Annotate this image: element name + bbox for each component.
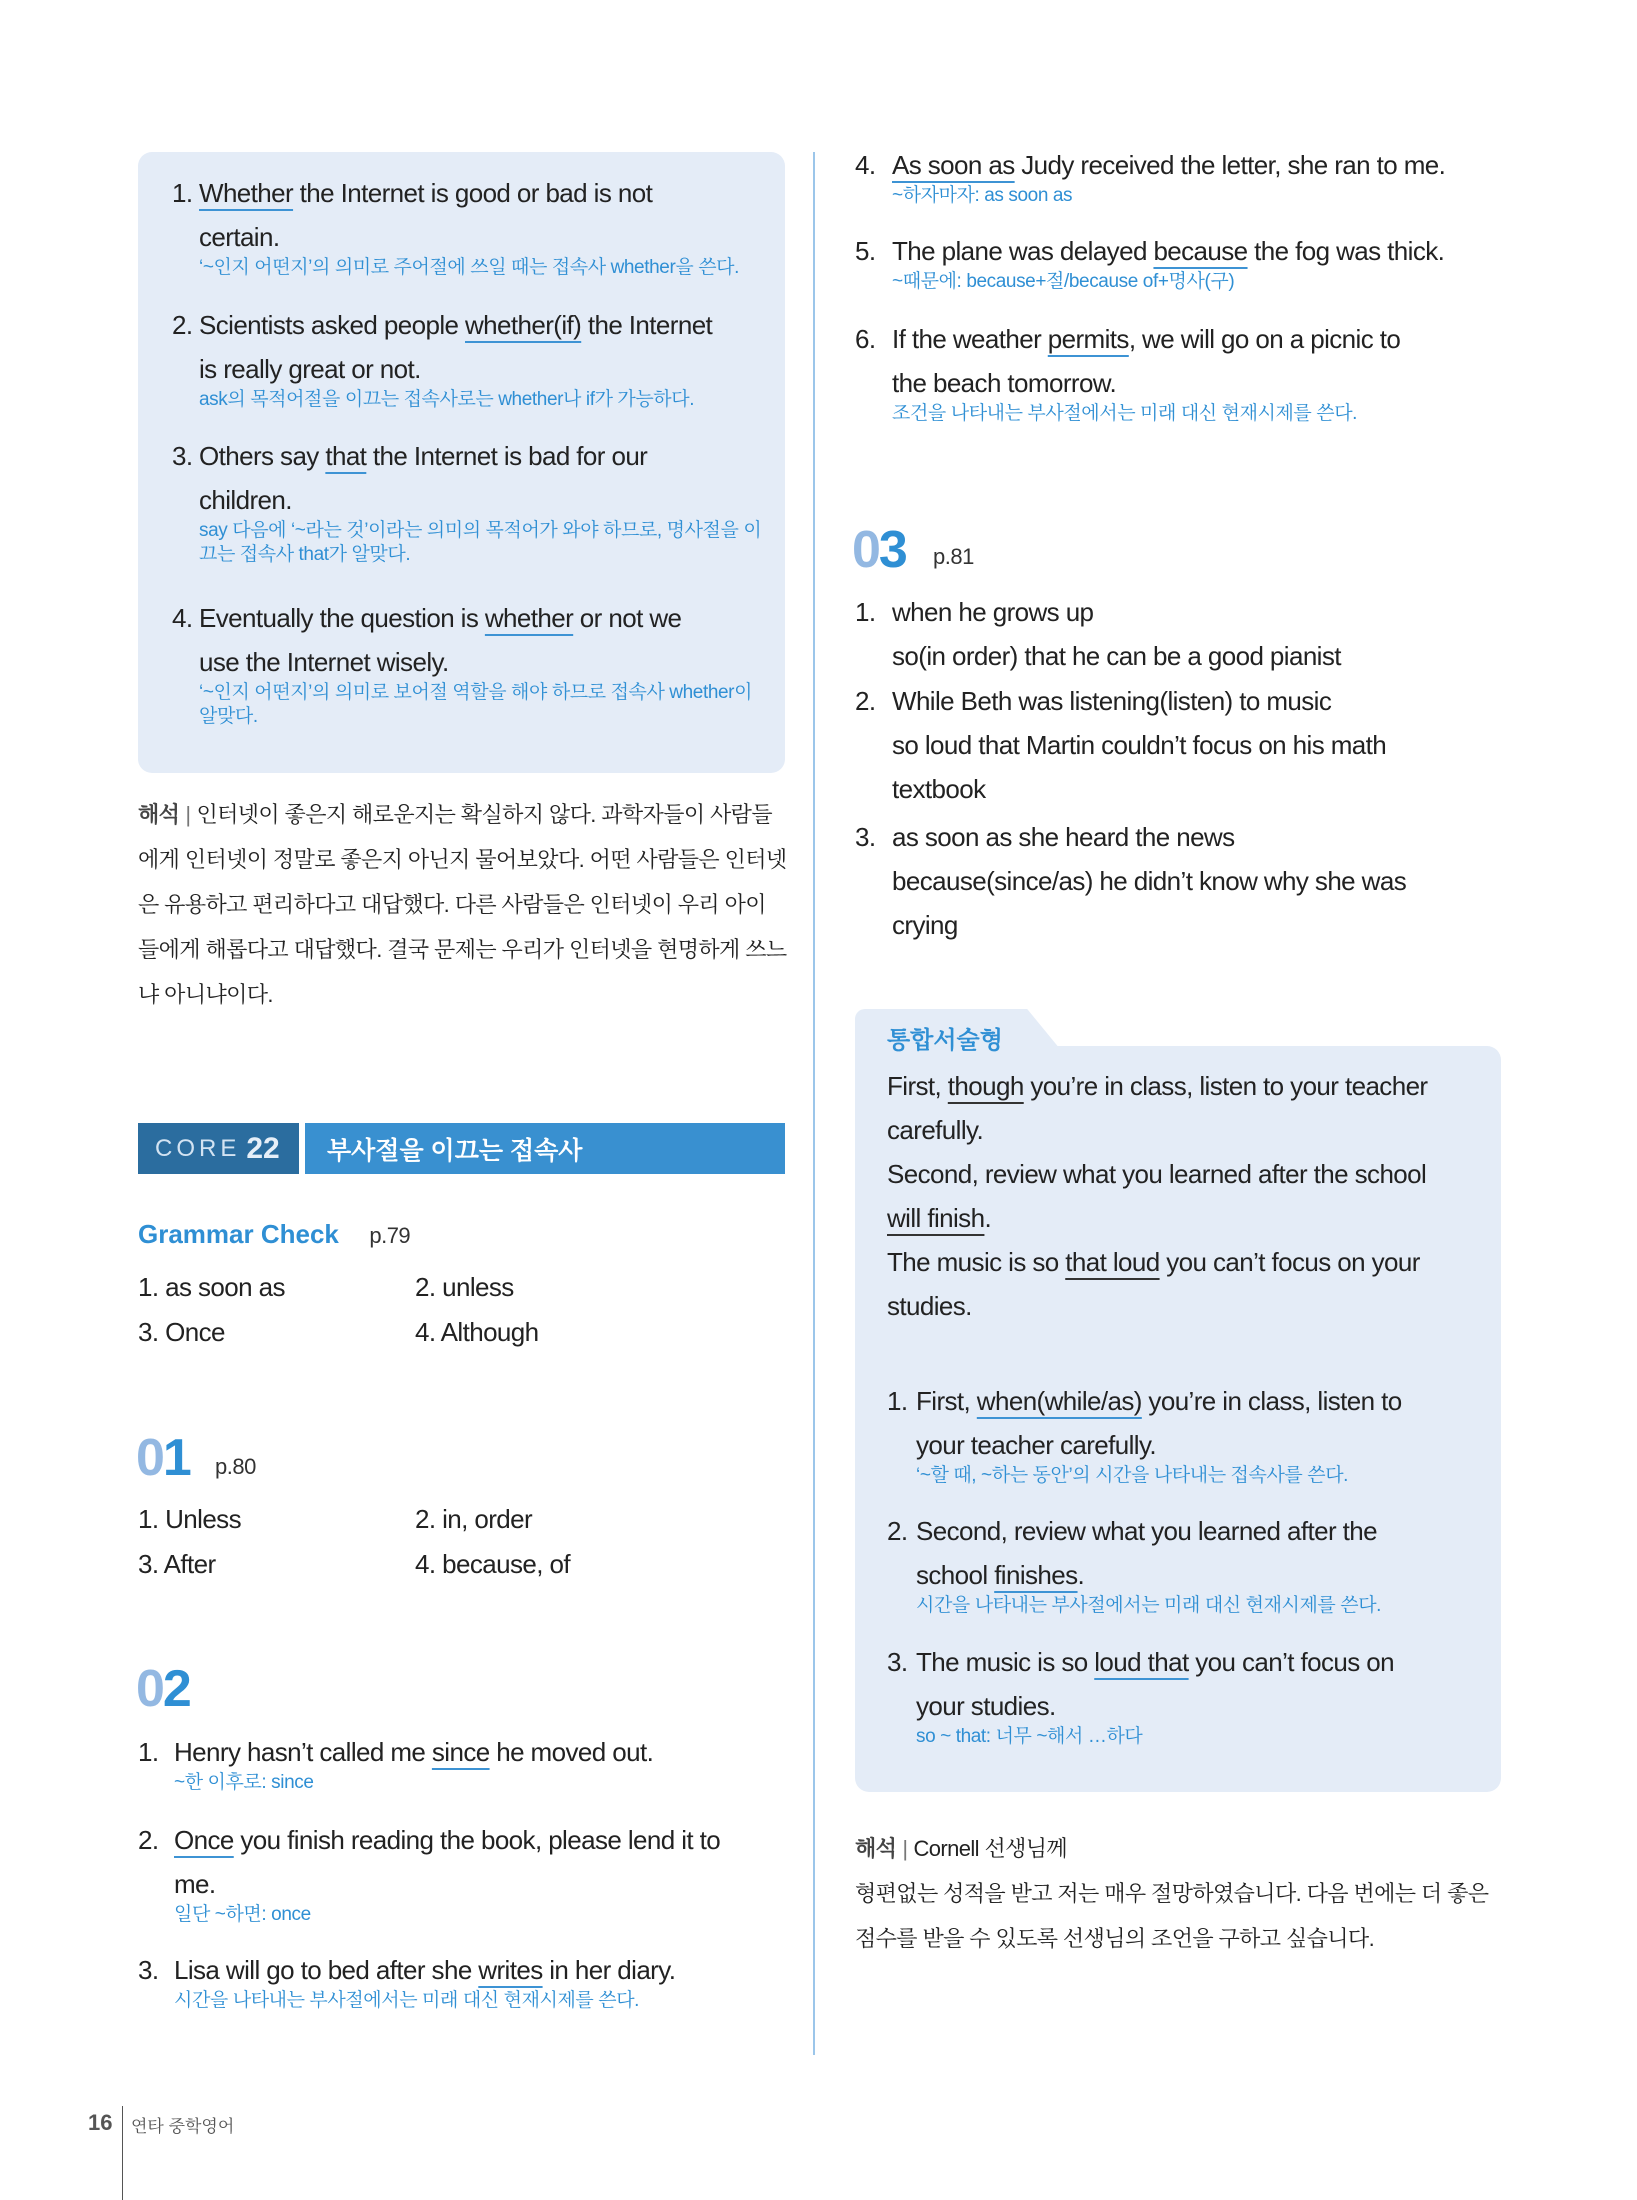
underlined-answer: though bbox=[947, 1071, 1024, 1101]
text-segment: your studies. bbox=[916, 1691, 1056, 1721]
column-divider bbox=[813, 152, 815, 2055]
answer: 1. Unless bbox=[138, 1504, 241, 1534]
explanation-note: 조건을 나타내는 부사절에서는 미래 대신 현재시제를 쓴다. bbox=[892, 403, 1358, 424]
text-segment: you’re in class, listen to bbox=[1141, 1386, 1402, 1416]
item-body bbox=[174, 1948, 675, 2016]
text-segment: school bbox=[916, 1560, 995, 1590]
underlined-answer: permits bbox=[1047, 324, 1129, 354]
text-segment: the Internet bbox=[581, 310, 713, 340]
translation-line: 에게 인터넷이 정말로 좋은지 아닌지 물어보았다. 어떤 사람들은 인터넷 bbox=[138, 847, 787, 872]
item-number: 3. bbox=[887, 1647, 908, 1677]
item-number: 4. bbox=[172, 603, 193, 633]
item-number: 1. bbox=[887, 1386, 908, 1416]
item-number: 5. bbox=[855, 236, 876, 266]
translation-line: 냐 아니냐이다. bbox=[138, 982, 273, 1007]
item-number: 2. bbox=[855, 686, 876, 716]
text-segment: Judy received the letter, she ran to me. bbox=[1014, 150, 1446, 180]
translation-line: 점수를 받을 수 있도록 선생님의 조언을 구하고 싶습니다. bbox=[855, 1926, 1375, 1951]
answer: 4. Although bbox=[415, 1317, 539, 1347]
text-segment: the Internet is bad for our bbox=[366, 441, 648, 471]
sentence-line bbox=[174, 1818, 720, 1862]
item-body bbox=[892, 590, 1341, 678]
explanation-note: 시간을 나타내는 부사절에서는 미래 대신 현재시제를 쓴다. bbox=[174, 1990, 640, 2011]
integrated-title: 통합서술형 bbox=[887, 1027, 1003, 1054]
item-body bbox=[916, 1379, 1402, 1491]
list-item bbox=[138, 1818, 720, 1930]
answer: 1. as soon as bbox=[138, 1272, 285, 1302]
explanation-note: 끄는 접속사 that가 알맞다. bbox=[199, 544, 411, 565]
grammar-check-heading bbox=[138, 1219, 410, 1250]
explanation-note: ‘~할 때, ~하는 동안’의 시간을 나타내는 접속사를 쓴다. bbox=[916, 1465, 1349, 1486]
digit: 0 bbox=[136, 1660, 163, 1718]
text-segment: textbook bbox=[892, 774, 986, 804]
answer: 2. in, order bbox=[415, 1504, 533, 1534]
item-number: 4. bbox=[855, 150, 876, 180]
text-segment: as soon as she heard the news bbox=[892, 822, 1235, 852]
sentence-line bbox=[892, 903, 1406, 947]
text-segment: First, bbox=[887, 1071, 948, 1101]
item-body bbox=[199, 434, 761, 570]
separator: | bbox=[185, 802, 191, 827]
text-segment: or not we bbox=[573, 603, 682, 633]
underlined-answer: since bbox=[431, 1737, 490, 1767]
sentence-line bbox=[887, 1240, 1428, 1284]
item-body bbox=[916, 1509, 1381, 1621]
text-segment: you finish reading the book, please lend it to bbox=[233, 1825, 721, 1855]
sentence-line bbox=[916, 1640, 1394, 1684]
translation-line: 은 유용하고 편리하다고 대답했다. 다른 사람들은 인터넷이 우리 아이 bbox=[138, 892, 766, 917]
text-segment: the fog was thick. bbox=[1247, 236, 1445, 266]
translation-line: 들에게 해롭다고 대답했다. 결국 문제는 우리가 인터넷을 현명하게 쓰느 bbox=[138, 937, 787, 962]
sentence-line bbox=[892, 815, 1406, 859]
core-number: 22 bbox=[246, 1131, 280, 1165]
text-segment: you can’t focus on bbox=[1188, 1647, 1394, 1677]
list-item bbox=[887, 1640, 1394, 1752]
text-segment: so(in order) that he can be a good pianist bbox=[892, 641, 1341, 671]
list-item bbox=[138, 1948, 675, 2016]
text-segment: you can’t focus on your bbox=[1159, 1247, 1420, 1277]
text-segment: certain. bbox=[199, 222, 280, 252]
sentence-line bbox=[892, 767, 1386, 811]
list-item bbox=[855, 317, 1400, 429]
sentence-line bbox=[887, 1108, 1428, 1152]
text-segment: Henry hasn’t called me bbox=[174, 1737, 432, 1767]
item-body bbox=[199, 596, 752, 732]
book-title: 연타 중학영어 bbox=[131, 2117, 235, 2136]
list-item bbox=[887, 1064, 1428, 1328]
list-item bbox=[887, 1509, 1381, 1621]
separator: | bbox=[902, 1836, 908, 1861]
list-item bbox=[172, 303, 712, 415]
text-segment: Second, review what you learned after the bbox=[916, 1516, 1378, 1546]
text-segment: While Beth was listening(listen) to music bbox=[892, 686, 1332, 716]
text-segment: Scientists asked people bbox=[199, 310, 465, 340]
explanation-note: 일단 ~하면: once bbox=[174, 1904, 311, 1925]
text-segment: The music is so bbox=[887, 1247, 1066, 1277]
sentence-line bbox=[892, 317, 1400, 361]
explanation-note: ‘~인지 어떤지’의 의미로 보어절 역할을 해야 하므로 접속사 whether이 bbox=[199, 682, 753, 703]
underlined-answer: when(while/as) bbox=[976, 1386, 1142, 1416]
translation-text: Cornell 선생님께 bbox=[913, 1836, 1068, 1861]
text-segment: is really great or not. bbox=[199, 354, 421, 384]
text-segment: The plane was delayed bbox=[892, 236, 1154, 266]
text-segment: . bbox=[1077, 1560, 1085, 1590]
text-segment: Lisa will go to bed after she bbox=[174, 1955, 479, 1985]
answer: 3. Once bbox=[138, 1317, 225, 1347]
text-segment: your teacher carefully. bbox=[916, 1430, 1157, 1460]
sentence-line bbox=[887, 1064, 1428, 1108]
explanation-note: ‘~인지 어떤지’의 의미로 주어절에 쓰일 때는 접속사 whether을 쓴다. bbox=[199, 257, 739, 278]
text-segment: crying bbox=[892, 910, 958, 940]
item-body bbox=[892, 229, 1444, 297]
list-item bbox=[138, 1730, 653, 1798]
text-segment: children. bbox=[199, 485, 292, 515]
underlined-answer: whether(if) bbox=[465, 310, 582, 340]
underlined-answer: writes bbox=[478, 1955, 543, 1985]
underlined-answer: loud that bbox=[1094, 1647, 1189, 1677]
underlined-answer: that loud bbox=[1065, 1247, 1160, 1277]
text-segment: you’re in class, listen to your teacher bbox=[1023, 1071, 1428, 1101]
item-body bbox=[199, 171, 739, 283]
explanation-note: ~하자마자: as soon as bbox=[892, 185, 1073, 206]
underlined-answer: Once bbox=[174, 1825, 234, 1855]
item-body bbox=[892, 815, 1406, 947]
text-segment: so loud that Martin couldn’t focus on his math bbox=[892, 730, 1387, 760]
list-item bbox=[172, 434, 761, 570]
page-reference: p.80 bbox=[215, 1454, 256, 1479]
text-segment: carefully. bbox=[887, 1115, 984, 1145]
item-body bbox=[174, 1818, 720, 1930]
answer: 3. After bbox=[138, 1549, 216, 1579]
core-title: 부사절을 이끄는 접속사 bbox=[327, 1136, 583, 1165]
underlined-answer: Whether bbox=[199, 178, 294, 208]
text-segment: use the Internet wisely. bbox=[199, 647, 449, 677]
sentence-line bbox=[916, 1509, 1381, 1553]
text-segment: when he grows up bbox=[892, 597, 1094, 627]
translation-left bbox=[138, 792, 787, 1017]
sentence-line bbox=[887, 1196, 1428, 1240]
sentence-line bbox=[916, 1379, 1402, 1423]
text-segment: because(since/as) he didn’t know why she was bbox=[892, 866, 1407, 896]
item-number: 3. bbox=[172, 441, 193, 471]
sentence-line bbox=[199, 434, 761, 478]
item-body bbox=[887, 1064, 1428, 1328]
text-segment: . bbox=[984, 1203, 992, 1233]
core-label: CORE bbox=[155, 1134, 241, 1162]
translation-label: 해석 bbox=[138, 802, 180, 827]
translation-text: 인터넷이 좋은지 해로운지는 확실하지 않다. 과학자들이 사람들 bbox=[196, 802, 772, 827]
text-segment: Others say bbox=[199, 441, 326, 471]
item-number: 2. bbox=[172, 310, 193, 340]
digit: 0 bbox=[136, 1429, 163, 1487]
sentence-line bbox=[892, 634, 1341, 678]
list-item bbox=[172, 171, 739, 283]
list-item bbox=[887, 1379, 1402, 1491]
item-number: 2. bbox=[138, 1825, 159, 1855]
explanation-note: say 다음에 ‘~라는 것’이라는 의미의 목적어가 와야 하므로, 명사절을 이 bbox=[199, 520, 762, 541]
item-body bbox=[916, 1640, 1394, 1752]
exercise-number-03 bbox=[852, 521, 906, 579]
answer: 2. unless bbox=[415, 1272, 514, 1302]
text-segment: studies. bbox=[887, 1291, 972, 1321]
translation-label: 해석 bbox=[855, 1836, 897, 1861]
digit: 3 bbox=[878, 521, 906, 579]
explanation-note: ~때문에: because+절/because of+명사(구) bbox=[892, 271, 1235, 292]
translation-line: 형편없는 성적을 받고 저는 매우 절망하였습니다. 다음 번에는 더 좋은 bbox=[855, 1881, 1489, 1906]
page-number: 16 bbox=[88, 2110, 113, 2135]
text-segment: Second, review what you learned after the school bbox=[887, 1159, 1427, 1189]
list-item bbox=[172, 596, 752, 732]
underlined-answer: whether bbox=[484, 603, 574, 633]
list-item bbox=[855, 815, 1406, 947]
text-segment: he moved out. bbox=[489, 1737, 654, 1767]
page-reference: p.79 bbox=[369, 1223, 411, 1248]
item-body bbox=[892, 143, 1445, 211]
core-title-banner bbox=[305, 1123, 785, 1174]
footer-divider bbox=[122, 2106, 123, 2200]
sentence-line bbox=[892, 679, 1386, 723]
sentence-line bbox=[199, 171, 739, 215]
sentence-line bbox=[887, 1152, 1428, 1196]
text-segment: , we will go on a picnic to bbox=[1128, 324, 1401, 354]
item-body bbox=[892, 679, 1386, 811]
page-reference: p.81 bbox=[933, 544, 974, 569]
text-segment: in her diary. bbox=[542, 1955, 676, 1985]
sentence-line bbox=[199, 303, 712, 347]
list-item bbox=[855, 229, 1444, 297]
sentence-line bbox=[199, 596, 752, 640]
explanation-note: ~한 이후로: since bbox=[174, 1772, 314, 1793]
item-body bbox=[199, 303, 712, 415]
underlined-answer: that bbox=[325, 441, 367, 471]
explanation-note: 시간을 나타내는 부사절에서는 미래 대신 현재시제를 쓴다. bbox=[916, 1595, 1382, 1616]
item-number: 1. bbox=[855, 597, 876, 627]
exercise-number-01 bbox=[136, 1429, 190, 1487]
digit: 0 bbox=[852, 521, 879, 579]
sentence-line bbox=[892, 859, 1406, 903]
item-number: 6. bbox=[855, 324, 876, 354]
item-number: 3. bbox=[855, 822, 876, 852]
translation-right bbox=[855, 1826, 1488, 1961]
item-number: 1. bbox=[138, 1737, 159, 1767]
digit: 1 bbox=[162, 1429, 190, 1487]
text-segment: the Internet is good or bad is not bbox=[293, 178, 653, 208]
list-item bbox=[855, 590, 1341, 678]
translation-line bbox=[138, 792, 787, 837]
item-body bbox=[174, 1730, 653, 1798]
list-item bbox=[855, 143, 1445, 211]
text-segment: The music is so bbox=[916, 1647, 1095, 1677]
explanation-note: so ~ that: 너무 ~해서 …하다 bbox=[916, 1726, 1143, 1747]
section-title: Grammar Check bbox=[138, 1219, 339, 1249]
text-segment: me. bbox=[174, 1869, 216, 1899]
text-segment: If the weather bbox=[892, 324, 1048, 354]
underlined-answer: finishes bbox=[994, 1560, 1078, 1590]
item-number: 2. bbox=[887, 1516, 908, 1546]
item-number: 3. bbox=[138, 1955, 159, 1985]
text-segment: the beach tomorrow. bbox=[892, 368, 1117, 398]
exercise-number-02 bbox=[136, 1660, 190, 1718]
explanation-note: 알맞다. bbox=[199, 706, 258, 727]
underlined-answer: As soon as bbox=[892, 150, 1015, 180]
answer: 4. because, of bbox=[415, 1549, 570, 1579]
sentence-line bbox=[892, 723, 1386, 767]
text-segment: Eventually the question is bbox=[199, 603, 485, 633]
sentence-line bbox=[892, 590, 1341, 634]
list-item bbox=[855, 679, 1386, 811]
core-number-badge bbox=[138, 1123, 299, 1174]
translation-line bbox=[855, 1826, 1488, 1871]
text-segment: First, bbox=[916, 1386, 977, 1416]
sentence-line bbox=[887, 1284, 1428, 1328]
underlined-answer: because bbox=[1153, 236, 1248, 266]
explanation-note: ask의 목적어절을 이끄는 접속사로는 whether나 if가 가능하다. bbox=[199, 389, 695, 410]
item-body bbox=[892, 317, 1400, 429]
item-number: 1. bbox=[172, 178, 193, 208]
underlined-answer: will finish bbox=[887, 1203, 985, 1233]
digit: 2 bbox=[162, 1660, 190, 1718]
